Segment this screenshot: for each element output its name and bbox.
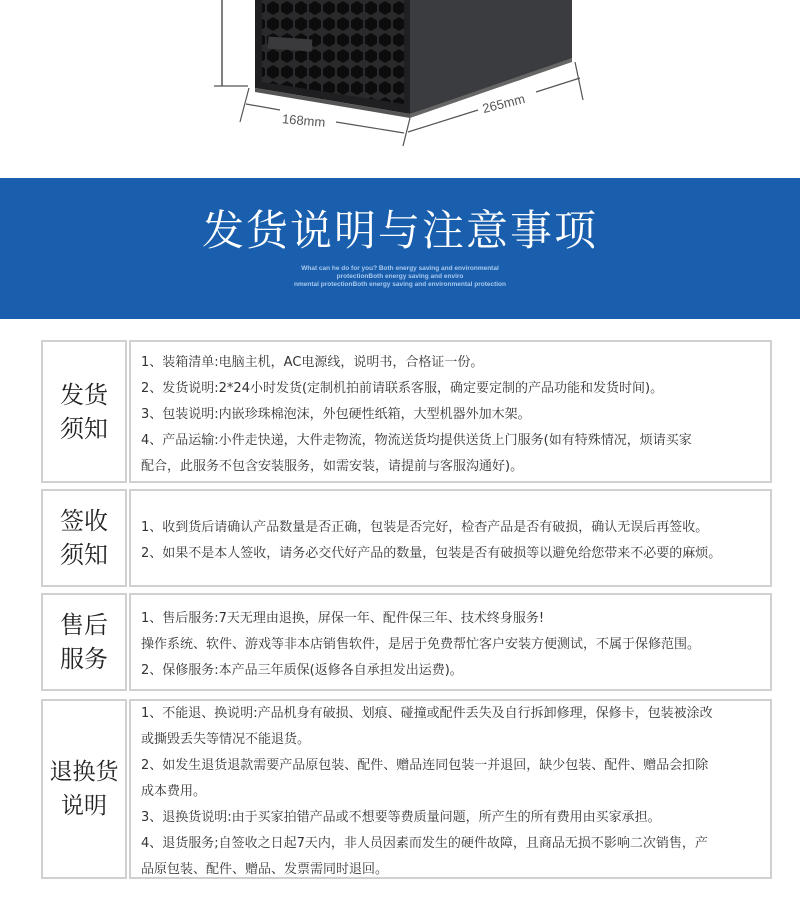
section-label-line: 服务 (60, 645, 108, 673)
section-text-line: 1、收到货后请确认产品数量是否正确，包装是否完好，检杳产品是否有破损，确认无误后再签收。 (141, 520, 709, 535)
info-sections (0, 319, 800, 905)
section-text-line: 1、不能退、换说明:产品机身有破损、划痕、碰撞或配件丢失及自行拆卸修理，保修卡，包装被涂改 (141, 706, 713, 721)
section-text-line: 配合，此服务不包含安装服务，如需安装，请提前与客服沟通好)。 (141, 458, 524, 474)
section-label (41, 340, 127, 483)
section-label-line: 售后 (60, 611, 108, 639)
banner-subtitle (0, 265, 800, 289)
section-text-line: 操作系统、软件、游戏等非本店销售软件，是居于免费帮忙客户安装方便测试，不属于保修范围。 (141, 637, 701, 652)
section-text-line: 品原包装、配件、赠品、发票需同时退回。 (141, 862, 389, 877)
width-dimension-label: 168mm (281, 111, 326, 130)
receipt-notice-section (41, 489, 772, 587)
section-body (129, 699, 772, 879)
product-illustration (0, 0, 800, 178)
section-text-line: 2、如发生退货退款需要产品原包装、配件、赠品连同包装一并退回，缺少包装、配件、赠品会扣除 (141, 758, 709, 773)
shipping-notice-section (41, 340, 772, 483)
section-label (41, 593, 127, 691)
section-text-line: 3、退换货说明:由于买家拍错产品或不想要等费质量问题，所产生的所有费用由买家承担。 (141, 810, 661, 825)
section-body (129, 340, 772, 483)
banner-subtitle-line: protectionBoth energy saving and enviro (336, 273, 464, 280)
section-text-line: 1、装箱清单:电脑主机，AC电源线，说明书，合格证一份。 (141, 354, 484, 370)
section-body (129, 593, 772, 691)
after-sales-section (41, 593, 772, 691)
banner-subtitle-line: What can he do for you? Both energy saving and environmental (301, 265, 499, 272)
computer-case-image (0, 0, 800, 178)
section-label-line: 退换货 (49, 759, 119, 785)
section-text-line: 4、退货服务;自签收之日起7天内，非人员因素而发生的硬件故障，且商品无损不影响二次销售，产 (141, 836, 708, 851)
section-banner (0, 178, 800, 319)
section-label (41, 489, 127, 587)
section-label-line: 发货 (60, 380, 108, 409)
section-label-line: 签收 (60, 507, 108, 535)
section-text-line: 或撕毁丢失等情况不能退货。 (141, 732, 311, 747)
banner-subtitle-line: nmental protectionBoth energy saving and environmental protection (294, 281, 506, 288)
section-text-line: 1、售后服务:7天无理由退换，屏保一年、配件保三年、技术终身服务! (141, 611, 545, 626)
section-text-line: 2、保修服务:本产品三年质保(返修各自承担发出运费)。 (141, 663, 463, 678)
section-text-line: 成本费用。 (141, 784, 207, 799)
section-label-line: 须知 (60, 541, 108, 569)
section-label-line: 须知 (60, 414, 108, 443)
section-text-line: 2、如果不是本人签收，请务必交代好产品的数量，包装是否有破损等以避免给您带来不必要的麻烦。 (141, 546, 722, 561)
returns-section (41, 699, 772, 879)
section-body (129, 489, 772, 587)
section-text-line: 4、产品运输:小件走快递，大件走物流，物流送货均提供送货上门服务(如有特殊情况，烦请买家 (141, 432, 692, 448)
banner-title: 发货说明与注意事项 (201, 206, 598, 255)
section-text-line: 2、发货说明:2*24小时发货(定制机拍前请联系客服，确定要定制的产品功能和发货时间)。 (141, 380, 664, 396)
section-text-line: 3、包装说明:内嵌珍珠棉泡沫，外包硬性纸箱，大型机器外加木架。 (141, 406, 531, 422)
section-label (41, 699, 127, 879)
section-label-line: 说明 (61, 793, 107, 819)
depth-dimension-label: 265mm (480, 90, 527, 117)
